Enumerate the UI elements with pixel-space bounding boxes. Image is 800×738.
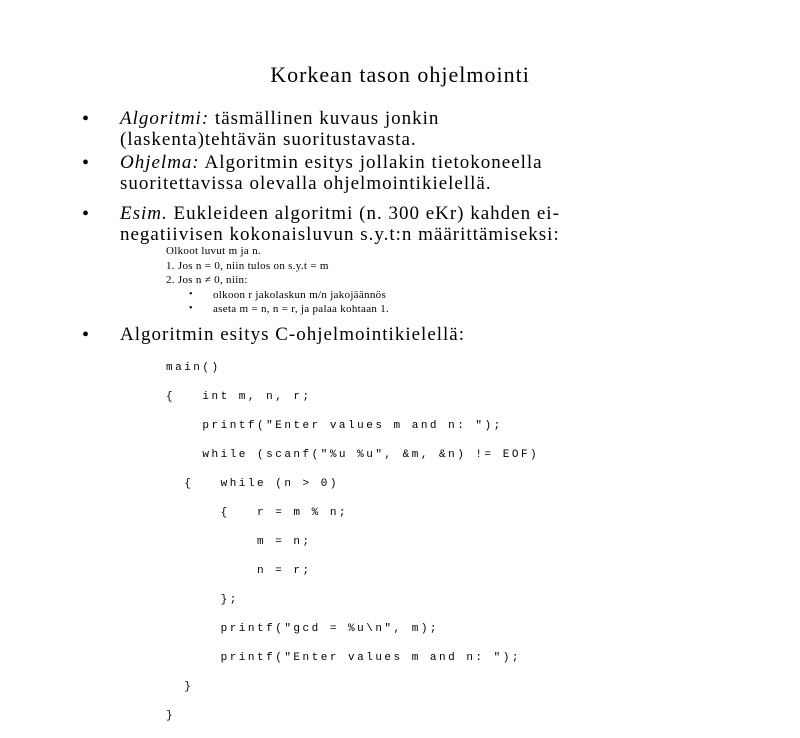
code-line: } bbox=[166, 709, 176, 722]
code-line: { int m, n, r; bbox=[166, 390, 312, 403]
code-line: m = n; bbox=[166, 535, 312, 548]
bullet-dot: • bbox=[82, 108, 90, 130]
code-line: } bbox=[166, 680, 194, 693]
bullet-text-line2: negatiivisen kokonaisluvun s.y.t:n määrittämiseksi: bbox=[120, 224, 560, 245]
term-algoritmi: Algoritmi: bbox=[120, 108, 210, 129]
code-listing bbox=[166, 346, 539, 738]
step-2: 2. Jos n ≠ 0, niin: bbox=[166, 274, 248, 286]
bullet-dot: • bbox=[82, 324, 90, 346]
code-line: printf("Enter values m and n: "); bbox=[166, 419, 503, 432]
sub-bullet-dot: • bbox=[189, 303, 193, 314]
bullet-text: Algoritmin esitys C-ohjelmointikielellä: bbox=[120, 324, 466, 345]
bullet-c-program bbox=[120, 324, 740, 345]
bullet-esim bbox=[120, 203, 760, 245]
term-ohjelma: Ohjelma: bbox=[120, 152, 200, 173]
code-line: printf("gcd = %u\n", m); bbox=[166, 622, 440, 635]
step-1: 1. Jos n = 0, niin tulos on s.y.t = m bbox=[166, 260, 329, 272]
code-line: printf("Enter values m and n: "); bbox=[166, 651, 521, 664]
bullet-text-line2: (laskenta)tehtävän suoritustavasta. bbox=[120, 129, 417, 150]
bullet-text: Eukleideen algoritmi (n. 300 eKr) kahden ei- bbox=[167, 203, 560, 224]
step-2-sub-2: aseta m = n, n = r, ja palaa kohtaan 1. bbox=[213, 303, 390, 315]
code-line: { while (n > 0) bbox=[166, 477, 339, 490]
code-line: { r = m % n; bbox=[166, 506, 349, 519]
code-line: n = r; bbox=[166, 564, 312, 577]
sub-bullet-dot: • bbox=[189, 289, 193, 300]
bullet-text-line2: suoritettavissa olevalla ohjelmointikielellä. bbox=[120, 173, 492, 194]
bullet-text: Algoritmin esitys jollakin tietokoneella bbox=[199, 152, 543, 173]
bullet-algoritmi bbox=[120, 108, 740, 150]
bullet-dot: • bbox=[82, 203, 90, 225]
code-line: while (scanf("%u %u", &m, &n) != EOF) bbox=[166, 448, 540, 461]
code-line: main() bbox=[166, 361, 221, 374]
term-esim: Esim. bbox=[120, 203, 168, 224]
page-title: Korkean tason ohjelmointi bbox=[270, 62, 530, 87]
step-intro: Olkoot luvut m ja n. bbox=[166, 245, 261, 257]
bullet-dot: • bbox=[82, 152, 90, 174]
code-line: }; bbox=[166, 593, 239, 606]
step-2-sub-1: olkoon r jakolaskun m/n jakojäännös bbox=[213, 289, 387, 301]
bullet-text: täsmällinen kuvaus jonkin bbox=[209, 108, 440, 129]
bullet-ohjelma bbox=[120, 152, 740, 194]
